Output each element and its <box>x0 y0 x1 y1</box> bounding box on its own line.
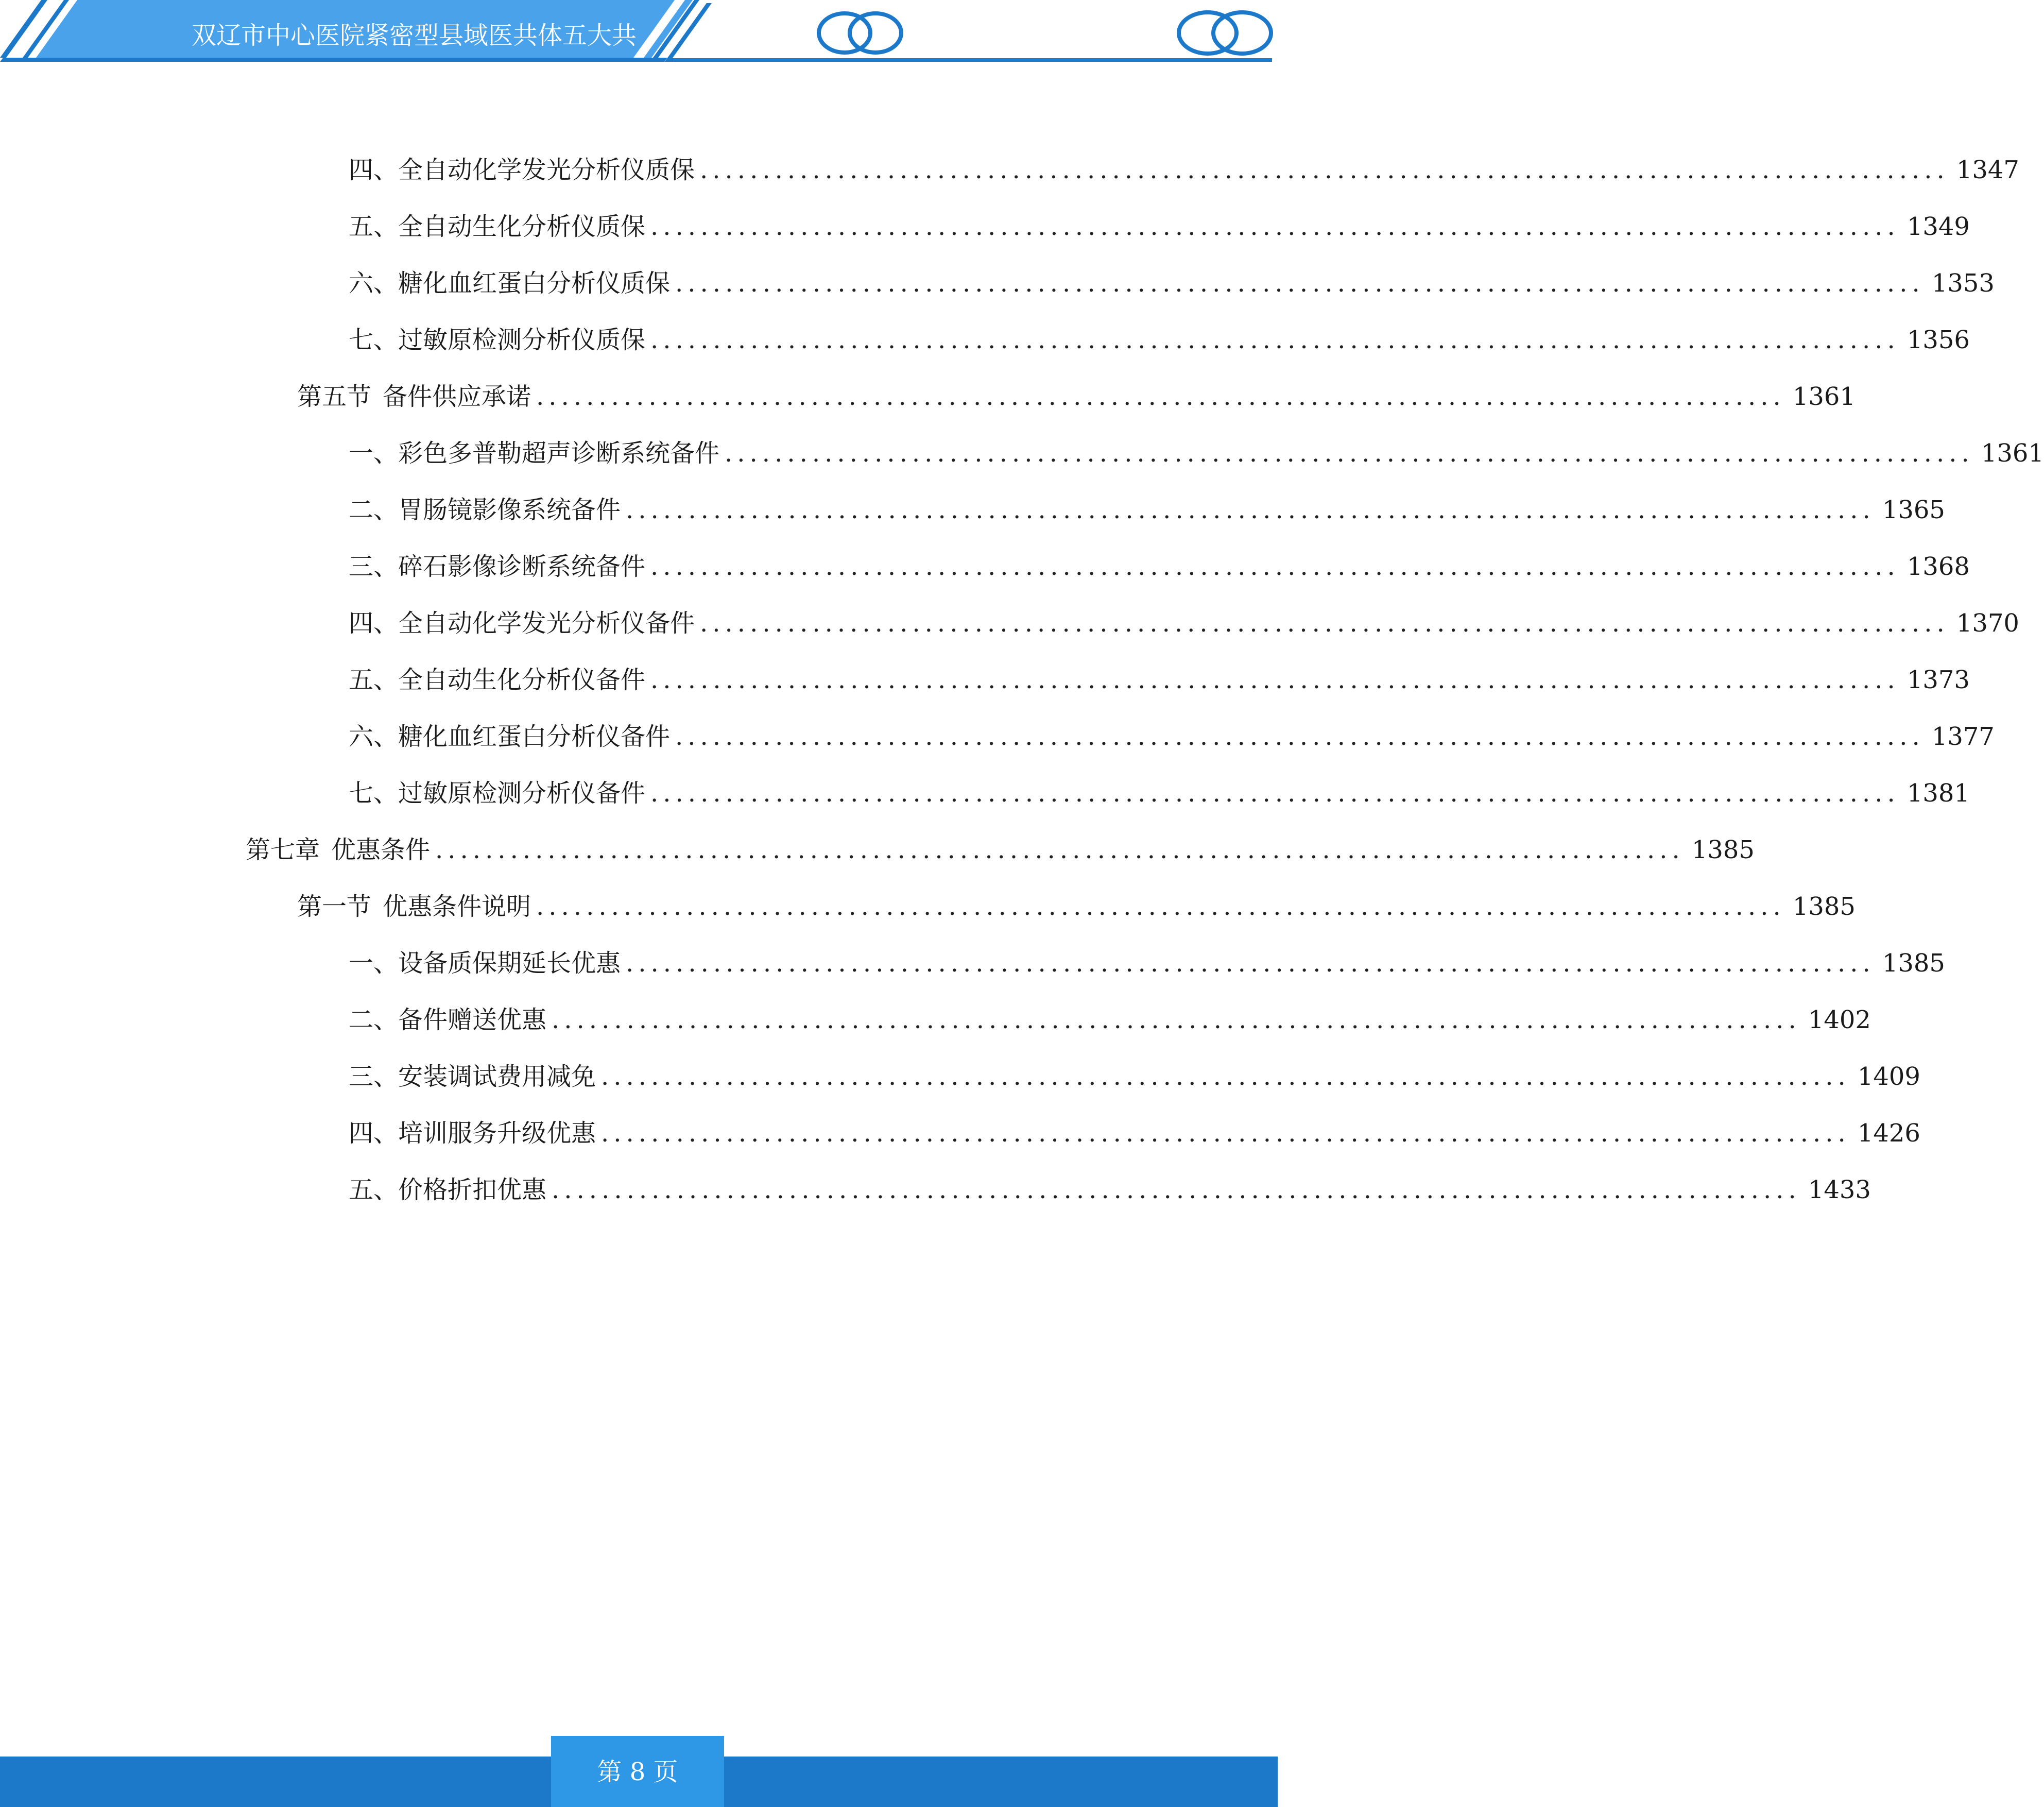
toc-entry-title: 胃肠镜影像系统备件 <box>398 496 621 524</box>
page-number: 第 8 页 <box>597 1758 678 1786</box>
toc-entry[interactable] <box>297 886 1856 927</box>
toc-entry-page: 1385 <box>1792 892 1856 921</box>
page-header <box>0 0 1278 67</box>
toc-dot-leader: .................................................................................................... <box>552 1175 1801 1204</box>
toc-dot-leader: .................................................................................................... <box>650 779 1900 808</box>
toc-entry[interactable] <box>349 433 2044 474</box>
toc-entry-page: 1356 <box>1906 326 1970 354</box>
toc-entry-number: 四、 <box>349 156 399 184</box>
toc-entry[interactable] <box>349 319 1970 361</box>
toc-entry[interactable] <box>349 149 2019 191</box>
toc-entry[interactable] <box>349 263 1995 304</box>
toc-entry[interactable] <box>349 546 1970 587</box>
toc-dot-leader: .................................................................................................... <box>552 1005 1801 1034</box>
toc-entry-page: 1353 <box>1931 269 1995 298</box>
toc-entry[interactable] <box>349 1169 1871 1211</box>
toc-dot-leader: .................................................................................................... <box>650 552 1900 581</box>
logo-rings-right-icon <box>1179 12 1271 54</box>
toc-entry-number: 第七章 <box>246 836 320 864</box>
toc-entry-page: 1385 <box>1691 836 1755 864</box>
toc-entry-title: 备件供应承诺 <box>383 382 531 411</box>
toc-entry-number: 第五节 <box>297 382 372 411</box>
toc-entry-number: 六、 <box>349 722 399 751</box>
toc-entry-title: 设备质保期延长优惠 <box>398 949 621 978</box>
toc-entry[interactable] <box>349 489 1945 531</box>
toc-entry[interactable] <box>297 376 1856 417</box>
toc-entry-title: 备件赠送优惠 <box>398 1005 547 1034</box>
toc-entry-title: 碎石影像诊断系统备件 <box>398 552 646 581</box>
toc-entry-number: 第一节 <box>297 892 372 921</box>
toc-entry-number: 一、 <box>349 949 399 978</box>
toc-entry-number: 七、 <box>349 779 399 808</box>
toc-entry-page: 1373 <box>1906 666 1970 694</box>
toc-entry-page: 1381 <box>1906 779 1970 808</box>
toc-entry-page: 1361 <box>1981 439 2044 468</box>
toc-dot-leader: .................................................................................................... <box>435 836 1685 864</box>
toc-entry-page: 1370 <box>1956 609 2019 638</box>
toc-entry[interactable] <box>349 943 1945 984</box>
toc-entry-page: 1365 <box>1882 496 1945 524</box>
toc-entry-title: 优惠条件 <box>331 836 431 864</box>
toc-entry-page: 1347 <box>1956 156 2019 184</box>
toc-entry-page: 1349 <box>1906 212 1970 241</box>
toc-dot-leader: .................................................................................................... <box>650 326 1900 354</box>
toc-entry-number: 五、 <box>349 1175 399 1204</box>
toc-entry-number: 二、 <box>349 1005 399 1034</box>
toc-entry[interactable] <box>349 773 1970 814</box>
toc-entry-title: 全自动生化分析仪备件 <box>398 666 646 694</box>
toc-entry-number: 五、 <box>349 666 399 694</box>
toc-entry-number: 四、 <box>349 609 399 638</box>
toc-entry-number: 三、 <box>349 552 399 581</box>
toc-entry-title: 价格折扣优惠 <box>398 1175 547 1204</box>
toc-entry-number: 六、 <box>349 269 399 298</box>
toc-entry-page: 1402 <box>1808 1005 1871 1034</box>
toc-dot-leader: .................................................................................................... <box>626 496 1875 524</box>
toc-entry-number: 七、 <box>349 326 399 354</box>
toc-entry-title: 优惠条件说明 <box>383 892 531 921</box>
toc-dot-leader: .................................................................................................... <box>601 1119 1850 1148</box>
toc-dot-leader: .................................................................................................... <box>650 212 1900 241</box>
toc-entry-title: 过敏原检测分析仪质保 <box>398 326 646 354</box>
toc-entry[interactable] <box>349 716 1995 757</box>
toc-entry-title: 彩色多普勒超声诊断系统备件 <box>398 439 720 468</box>
toc-entry[interactable] <box>349 603 2019 644</box>
toc-dot-leader: .................................................................................................... <box>536 892 1785 921</box>
toc-dot-leader: .................................................................................................... <box>536 382 1785 411</box>
toc-dot-leader: .................................................................................................... <box>675 269 1925 298</box>
toc-entry[interactable] <box>349 999 1871 1041</box>
toc-entry-page: 1385 <box>1882 949 1945 978</box>
toc-entry-title: 糖化血红蛋白分析仪备件 <box>398 722 671 751</box>
toc-entry-page: 1409 <box>1857 1062 1920 1091</box>
toc-dot-leader: .................................................................................................... <box>700 156 1949 184</box>
toc-entry-title: 全自动化学发光分析仪质保 <box>398 156 695 184</box>
toc-entry[interactable] <box>246 829 1755 871</box>
toc-entry-number: 三、 <box>349 1062 399 1091</box>
toc-entry-page: 1368 <box>1906 552 1970 581</box>
toc-entry[interactable] <box>349 1113 1920 1154</box>
toc-entry-number: 四、 <box>349 1119 399 1148</box>
toc-dot-leader: .................................................................................................... <box>601 1062 1850 1091</box>
toc-entry-title: 培训服务升级优惠 <box>398 1119 596 1148</box>
toc-entry-title: 过敏原检测分析仪备件 <box>398 779 646 808</box>
toc-entry-title: 全自动生化分析仪质保 <box>398 212 646 241</box>
toc-dot-leader: .................................................................................................... <box>725 439 1974 468</box>
toc-dot-leader: .................................................................................................... <box>700 609 1949 638</box>
toc-entry[interactable] <box>349 1056 1920 1097</box>
toc-dot-leader: .................................................................................................... <box>650 666 1900 694</box>
toc-entry-number: 一、 <box>349 439 399 468</box>
toc-entry-page: 1426 <box>1857 1119 1920 1148</box>
toc-entry-number: 五、 <box>349 212 399 241</box>
logo-rings-left-icon <box>819 13 901 53</box>
toc-dot-leader: .................................................................................................... <box>675 722 1925 751</box>
toc-entry-number: 二、 <box>349 496 399 524</box>
header-title: 双辽市中心医院紧密型县域医共体五大共 <box>192 21 637 50</box>
toc-entry-title: 糖化血红蛋白分析仪质保 <box>398 269 671 298</box>
toc-entry-page: 1361 <box>1792 382 1856 411</box>
toc-dot-leader: .................................................................................................... <box>626 949 1875 978</box>
toc-entry-page: 1433 <box>1808 1175 1871 1204</box>
toc-entry[interactable] <box>349 659 1970 701</box>
toc-entry[interactable] <box>349 206 1970 247</box>
toc-entry-title: 全自动化学发光分析仪备件 <box>398 609 695 638</box>
toc-entry-title: 安装调试费用减免 <box>398 1062 596 1091</box>
toc-entry-page: 1377 <box>1931 722 1995 751</box>
